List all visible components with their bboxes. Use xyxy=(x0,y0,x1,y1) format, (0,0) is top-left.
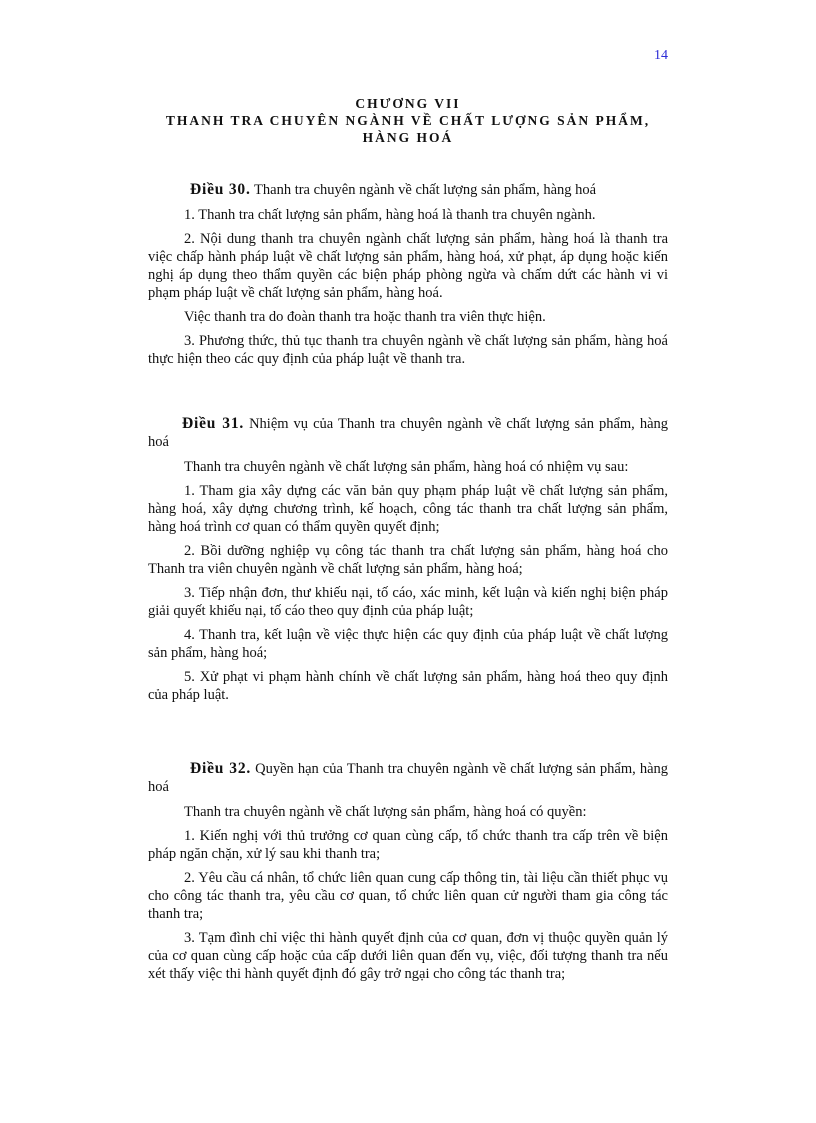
article-paragraph: 3. Tạm đình chỉ việc thi hành quyết định của cơ quan, đơn vị thuộc quyền quản lý của cơ quan cùng cấp hoặc của cấp dưới liên quan đến vụ, việc, đối tượng thanh tra nếu xét thấy việc thi hành quyết định đó gây trở ngại cho công tác thanh tra; xyxy=(148,930,668,982)
article-heading: Nhiệm vụ của Thanh tra chuyên ngành về chất lượng sản phẩm, hàng hoá xyxy=(148,416,669,450)
article-paragraph: 2. Yêu cầu cá nhân, tổ chức liên quan cung cấp thông tin, tài liệu cần thiết phục vụ cho công tác thanh tra, yêu cầu cơ quan, tổ chức liên quan cử người tham gia công tác thanh tra; xyxy=(148,870,668,922)
article-number: Điều 32. xyxy=(190,760,252,777)
chapter-title-line-2: HÀNG HOÁ xyxy=(362,130,454,145)
article-paragraph: Việc thanh tra do đoàn thanh tra hoặc thanh tra viên thực hiện. xyxy=(184,309,546,325)
article-paragraph: 1. Kiến nghị với thủ trưởng cơ quan cùng cấp, tổ chức thanh tra cấp trên về biện pháp ngăn chặn, xử lý sau khi thanh tra; xyxy=(148,828,668,862)
page-number: 14 xyxy=(654,48,668,63)
article-number: Điều 31. xyxy=(182,415,245,432)
article-title xyxy=(148,415,668,451)
article-heading: Thanh tra chuyên ngành về chất lượng sản phẩm, hàng hoá xyxy=(254,182,597,198)
article-paragraph: 3. Phương thức, thủ tục thanh tra chuyên ngành về chất lượng sản phẩm, hàng hoá thực hiện theo các quy định của pháp luật về thanh tra. xyxy=(148,333,668,367)
article-paragraph: 1. Thanh tra chất lượng sản phẩm, hàng hoá là thanh tra chuyên ngành. xyxy=(184,207,596,223)
article-paragraph: 2. Bồi dưỡng nghiệp vụ công tác thanh tra chất lượng sản phẩm, hàng hoá cho Thanh tra viên chuyên ngành về chất lượng sản phẩm, hàng hoá; xyxy=(148,543,668,577)
article-30 xyxy=(148,181,668,374)
article-paragraph: 5. Xử phạt vi phạm hành chính về chất lượng sản phẩm, hàng hoá theo quy định của pháp luật. xyxy=(148,669,668,703)
article-paragraph: 2. Nội dung thanh tra chuyên ngành chất lượng sản phẩm, hàng hoá là thanh tra việc chấp hành pháp luật về chất lượng sản phẩm, hàng hoá, xử phạt, áp dụng hoặc kiến nghị áp dụng theo thẩm quyền các biện pháp phòng ngừa và chấm dứt các hành vi vi phạm pháp luật về chất lượng sản phẩm, hàng hoá. xyxy=(148,231,668,301)
article-number: Điều 30. xyxy=(190,181,251,198)
article-heading: Quyền hạn của Thanh tra chuyên ngành về chất lượng sản phẩm, hàng hoá xyxy=(148,761,669,795)
article-31 xyxy=(148,415,668,710)
article-paragraph: 1. Tham gia xây dựng các văn bản quy phạm pháp luật về chất lượng sản phẩm, hàng hoá, xây dựng chương trình, kế hoạch, công tác thanh tra chất lượng sản phẩm, hàng hoá trình cơ quan có thẩm quyền quyết định; xyxy=(148,483,668,535)
article-title xyxy=(148,181,668,199)
article-paragraph: 4. Thanh tra, kết luận về việc thực hiện các quy định của pháp luật về chất lượng sản phẩm, hàng hoá; xyxy=(148,627,668,661)
chapter-title-line-1: THANH TRA CHUYÊN NGÀNH VỀ CHẤT LƯỢNG SẢN PHẨM, xyxy=(165,113,651,128)
chapter-number: CHƯƠNG VII xyxy=(355,96,461,111)
chapter-heading xyxy=(148,95,668,146)
article-paragraph: Thanh tra chuyên ngành về chất lượng sản phẩm, hàng hoá có quyền: xyxy=(184,804,587,820)
article-32 xyxy=(148,760,668,989)
article-paragraph: Thanh tra chuyên ngành về chất lượng sản phẩm, hàng hoá có nhiệm vụ sau: xyxy=(184,459,629,475)
article-paragraph: 3. Tiếp nhận đơn, thư khiếu nại, tố cáo, xác minh, kết luận và kiến nghị biện pháp giải quyết khiếu nại, tố cáo theo quy định của pháp luật; xyxy=(148,585,668,619)
article-title xyxy=(148,760,668,796)
